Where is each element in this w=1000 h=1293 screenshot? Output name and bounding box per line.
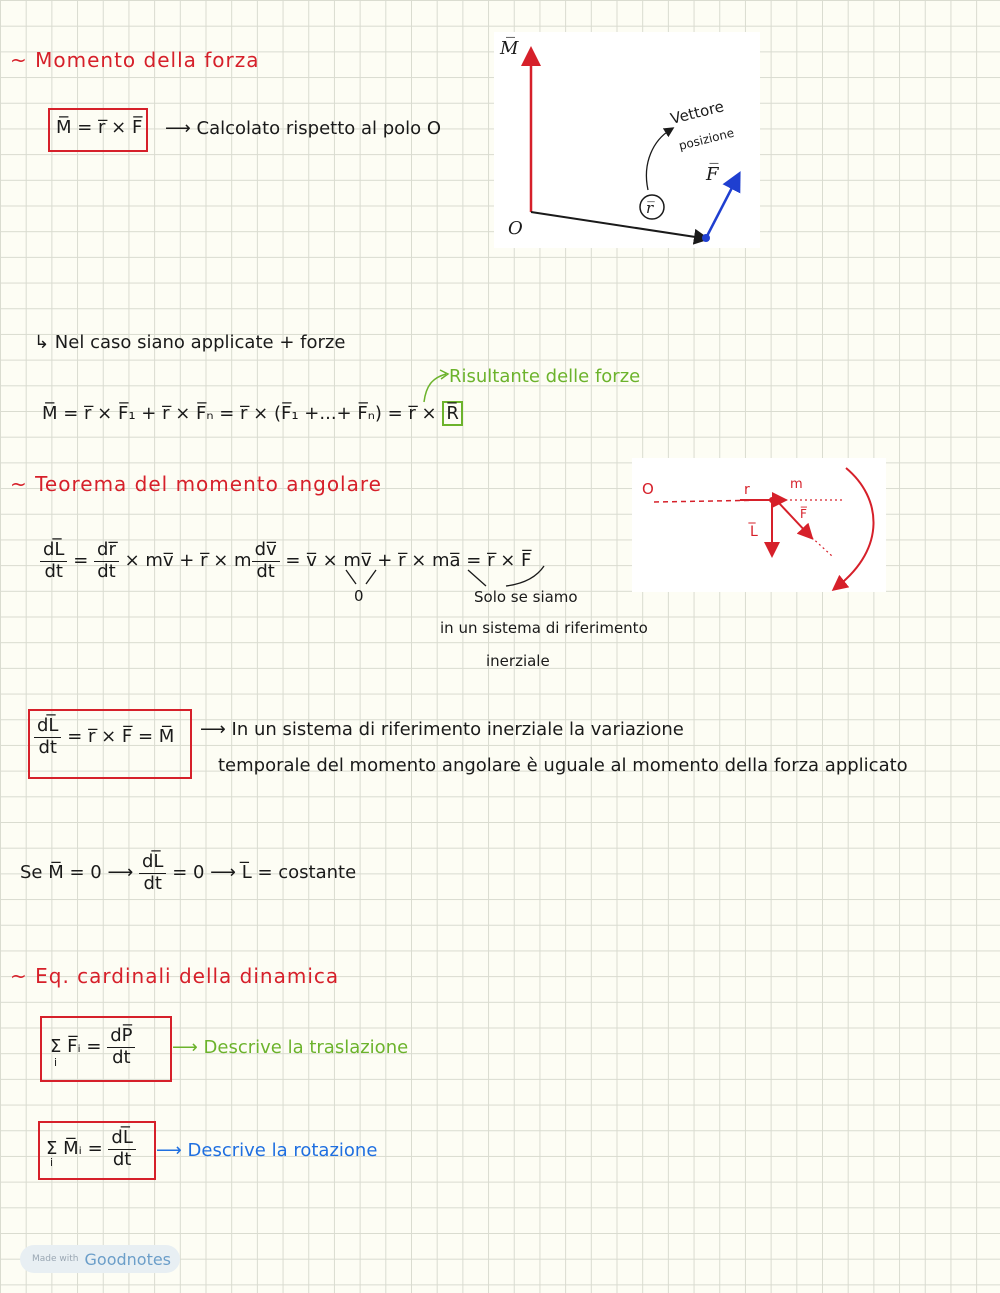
label-M: M̅: [500, 38, 519, 59]
note-line-1: Solo se siamo: [474, 588, 578, 606]
boxed-desc-line-1: ⟶ In un sistema di riferimento inerziale la variazione: [200, 719, 684, 740]
torque-vector-svg: [494, 32, 760, 248]
section-title-momento: ~ Momento della forza: [10, 48, 260, 72]
conservation-fraction: $\frac{dL̅}{dt}$: [139, 852, 166, 894]
fig2-label-L: L̅: [750, 524, 758, 540]
fraction-dL-dt: $\frac{dL̅}{dt}$: [40, 540, 67, 582]
conservation-prefix: Se M̅ = 0 ⟶: [20, 862, 134, 884]
watermark-brand: Goodnotes: [84, 1249, 172, 1269]
fig2-label-r: r: [744, 482, 750, 498]
goodnotes-watermark: [20, 1245, 180, 1273]
eq2: [46, 1128, 136, 1170]
curved-pointer: [646, 130, 670, 190]
torque-vector-diagram: [494, 32, 760, 248]
boxed-desc-line-2: temporale del momento angolare è uguale al momento della forza applicato: [218, 755, 908, 776]
label-r: r̅: [646, 199, 654, 217]
eq1-description: ⟶ Descrive la traslazione: [172, 1037, 409, 1058]
eq2-description: ⟶ Descrive la rotazione: [156, 1140, 378, 1161]
zero-result: 0: [354, 587, 364, 605]
section-title-teorema: ~ Teorema del momento angolare: [10, 472, 382, 496]
mass-point: [769, 497, 775, 503]
section-title-cardinali: ~ Eq. cardinali della dinamica: [10, 964, 340, 988]
fig2-label-F: F̅: [800, 507, 807, 521]
resultant-pointer-arrow: [420, 366, 450, 406]
eq1-subscript: i: [54, 1056, 58, 1069]
note-line-3: inerziale: [486, 652, 550, 670]
angular-momentum-diagram: [632, 458, 886, 592]
label-posizione: posizione: [677, 125, 736, 153]
eq2-fraction: $\frac{dL̅}{dt}$: [108, 1128, 135, 1170]
conservation-suffix: = 0 ⟶ L̅ = costante: [172, 862, 357, 884]
term1-tail: × mv̅ + r̅ × m: [124, 550, 252, 572]
fig2-label-O: O: [642, 480, 654, 498]
fig2-label-m: m: [790, 477, 803, 492]
note-line-2: in un sistema di riferimento: [440, 619, 648, 637]
piu-forze-equation-text: M̅ = r̅ × F̅₁ + r̅ × F̅ₙ = r̅ × (F̅₁ +...+ F̅ₙ) = r̅ ×: [42, 403, 443, 424]
conservation-line: [20, 852, 356, 894]
derivation-rhs: = v̅ × mv̅ + r̅ × ma̅ = r̅ × F̅: [285, 550, 532, 572]
force-vector-line: [706, 180, 736, 238]
fraction-dv-dt: $\frac{dv̅}{dt}$: [252, 540, 280, 582]
resultant-box: R̅: [442, 401, 463, 426]
eq2-lhs: Σ M̅ᵢ =: [46, 1138, 103, 1160]
piu-forze-intro: ↳ Nel caso siano applicate + forze: [34, 332, 346, 353]
momento-polo-note: ⟶ Calcolato rispetto al polo O: [165, 118, 442, 139]
position-vector-line: [531, 212, 702, 238]
rotation-arc: [838, 468, 874, 586]
F-extension: [808, 534, 832, 556]
eq1-fraction: $\frac{dP̅}{dt}$: [107, 1026, 135, 1068]
label-vettore: Vettore: [668, 97, 726, 128]
piu-forze-equation: [42, 401, 463, 426]
momento-formula: M̅ = r̅ × F̅: [56, 117, 143, 138]
application-point: [702, 234, 710, 242]
eq2-subscript: i: [50, 1156, 54, 1169]
label-F: F̅: [706, 164, 719, 185]
equals-sign: =: [73, 550, 89, 572]
resultant-label: Risultante delle forze: [449, 366, 641, 387]
angular-momentum-svg: [632, 458, 886, 592]
boxed-rest: = r̅ × F̅ = M̅: [67, 726, 175, 748]
boxed-fraction: $\frac{dL̅}{dt}$: [34, 716, 61, 758]
watermark-made-with: Made with: [32, 1254, 79, 1264]
label-O: O: [508, 218, 523, 239]
eq1: [50, 1026, 135, 1068]
boxed-result: [34, 716, 174, 758]
fraction-dr-dt: $\frac{dr̅}{dt}$: [94, 540, 119, 582]
eq1-lhs: Σ F̅ᵢ =: [50, 1036, 102, 1058]
